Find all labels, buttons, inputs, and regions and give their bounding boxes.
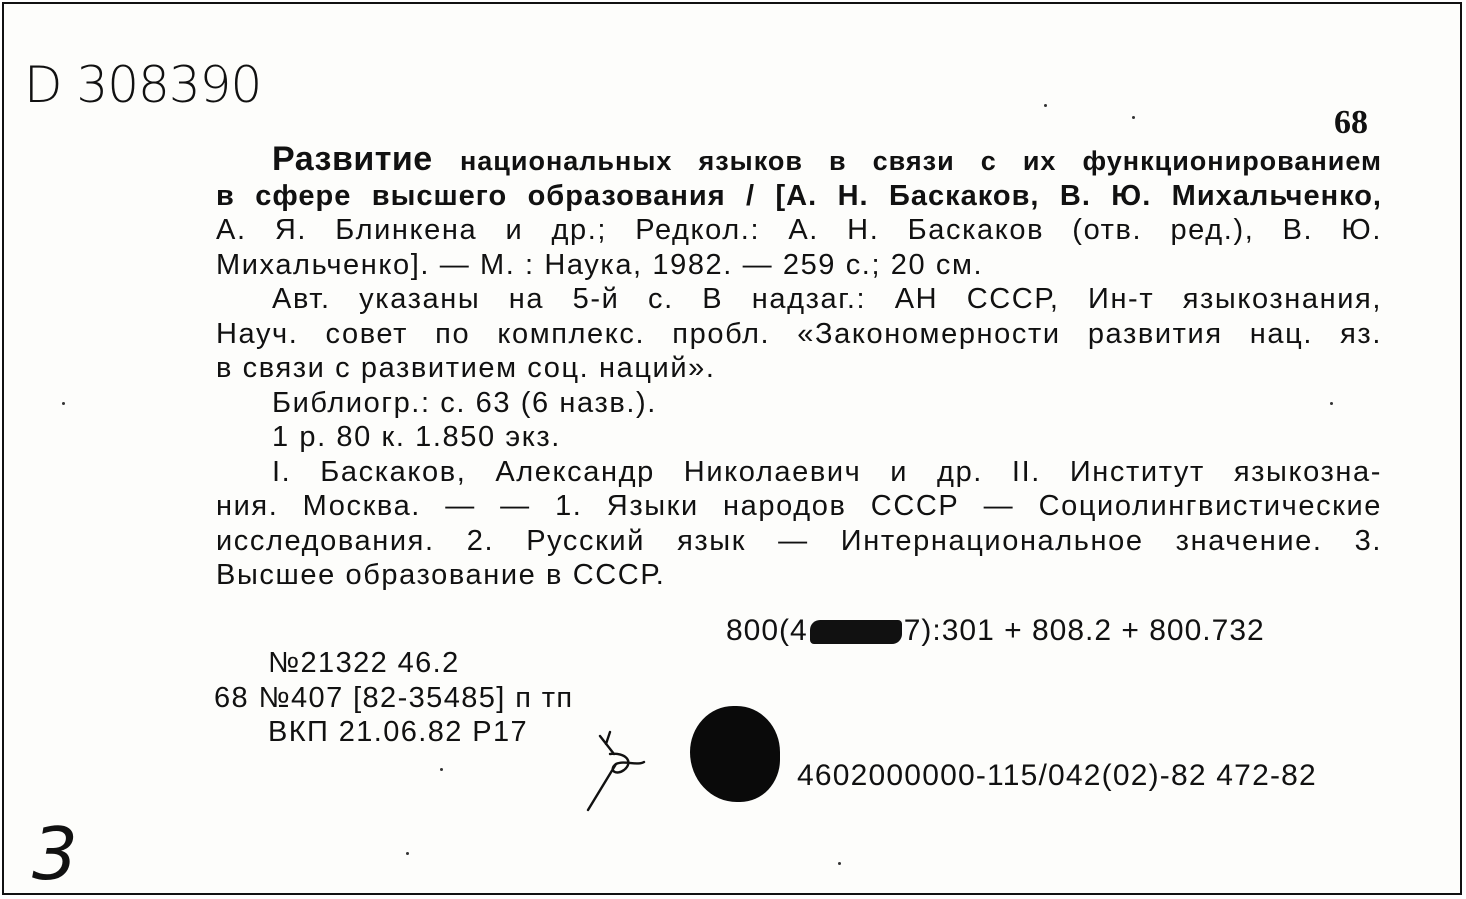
catalog-card	[2, 2, 1462, 895]
speck	[1330, 402, 1333, 405]
card-page-number: 68	[1334, 104, 1368, 141]
speck	[62, 402, 65, 405]
print-number: 68 №407 [82-35485] п тп	[214, 681, 574, 714]
text-line: Высшее образование в СССР.	[216, 559, 666, 591]
inventory-number: D 308390	[24, 56, 262, 114]
udc-prefix: 800(4	[726, 614, 808, 647]
text-line: Науч. совет по комплекс. пробл. «Закономерности развития нац. яз.	[216, 317, 1382, 350]
text-line: А. Я. Блинкена и др.; Редкол.: А. Н. Баскаков (отв. ред.), В. Ю.	[216, 214, 1382, 246]
bibliography-line: Библиогр.: с. 63 (6 назв.).	[272, 386, 657, 419]
text-line: в сфере высшего образования / [А. Н. Баскаков, В. Ю. Михальченко,	[216, 179, 1382, 212]
registry-number: №21322 46.2	[268, 647, 460, 679]
text-line: Авт. указаны на 5-й с. В надзаг.: АН СССР, Ин-т языкознания,	[272, 283, 1382, 315]
speck	[1132, 116, 1135, 119]
title-line	[216, 142, 1382, 179]
price-line: 1 р. 80 к. 1.850 экз.	[272, 421, 561, 453]
handwritten-signature	[580, 724, 650, 814]
registration-line: ВКП 21.06.82 Р17	[268, 716, 529, 748]
order-code: 4602000000-115/042(02)-82 472-82	[797, 759, 1317, 792]
speck	[406, 852, 409, 855]
title-lead-word: Развитие	[272, 142, 433, 178]
speck	[838, 862, 841, 865]
text-line: в связи с развитием соц. наций».	[216, 352, 716, 384]
bibliographic-description	[216, 142, 1382, 593]
ink-blot-mark	[690, 706, 780, 802]
speck	[1044, 104, 1047, 107]
text-line: I. Баскаков, Александр Николаевич и др. II. Институт языкозна-	[272, 455, 1382, 488]
text-line: Михальченко]. — М. : Наука, 1982. — 259 с.; 20 см.	[216, 248, 984, 281]
title-rest: национальных языков в связи с их функционированием	[459, 146, 1382, 176]
handwritten-digit: 3	[32, 812, 78, 896]
udc-classification	[726, 614, 1265, 648]
speck	[440, 768, 443, 771]
crossed-out-mark	[810, 620, 902, 644]
text-line: исследования. 2. Русский язык — Интернациональное значение. 3.	[216, 524, 1382, 557]
text-line: ния. Москва. — — 1. Языки народов СССР — Социолингвистические	[216, 490, 1382, 522]
card-registry-block	[214, 646, 574, 750]
udc-suffix: 7):301 + 808.2 + 800.732	[903, 614, 1265, 647]
